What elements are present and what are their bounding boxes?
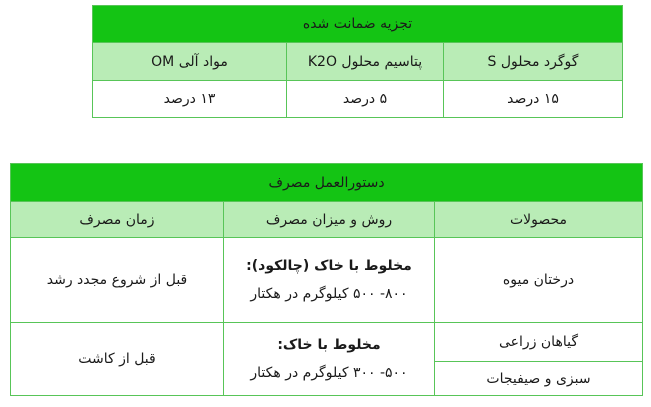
method-cell: [224, 323, 435, 396]
product-vegetables: سبزی و صیفیجات: [435, 362, 643, 396]
guaranteed-analysis-title: تجزیه ضمانت شده: [93, 6, 623, 43]
header-organic-matter: مواد آلی OM: [93, 43, 287, 81]
header-sulfur: گوگرد محلول S: [444, 43, 623, 81]
value-organic-matter: ۱۳ درصد: [93, 81, 287, 118]
header-potassium: پتاسیم محلول K2O: [287, 43, 444, 81]
method-amount: ۵۰۰- ۳۰۰ کیلوگرم در هکتار: [250, 365, 408, 381]
usage-title: دستورالعمل مصرف: [11, 164, 643, 202]
guaranteed-analysis-table: [92, 5, 623, 118]
time-cell: قبل از کاشت: [11, 323, 224, 396]
header-method: روش و میزان مصرف: [224, 202, 435, 238]
product-field-crops: گیاهان زراعی: [435, 323, 643, 362]
header-products: محصولات: [435, 202, 643, 238]
method-cell: [224, 238, 435, 323]
value-potassium: ۵ درصد: [287, 81, 444, 118]
header-time: زمان مصرف: [11, 202, 224, 238]
method-amount: ۸۰۰- ۵۰۰ کیلوگرم در هکتار: [250, 286, 408, 302]
product-fruit-trees: درختان میوه: [435, 238, 643, 323]
usage-instructions-table: [10, 163, 643, 396]
value-sulfur: ۱۵ درصد: [444, 81, 623, 118]
method-title: مخلوط با خاک (چالکود):: [246, 258, 412, 274]
method-title: مخلوط با خاک:: [277, 337, 381, 353]
time-cell: قبل از شروع مجدد رشد: [11, 238, 224, 323]
